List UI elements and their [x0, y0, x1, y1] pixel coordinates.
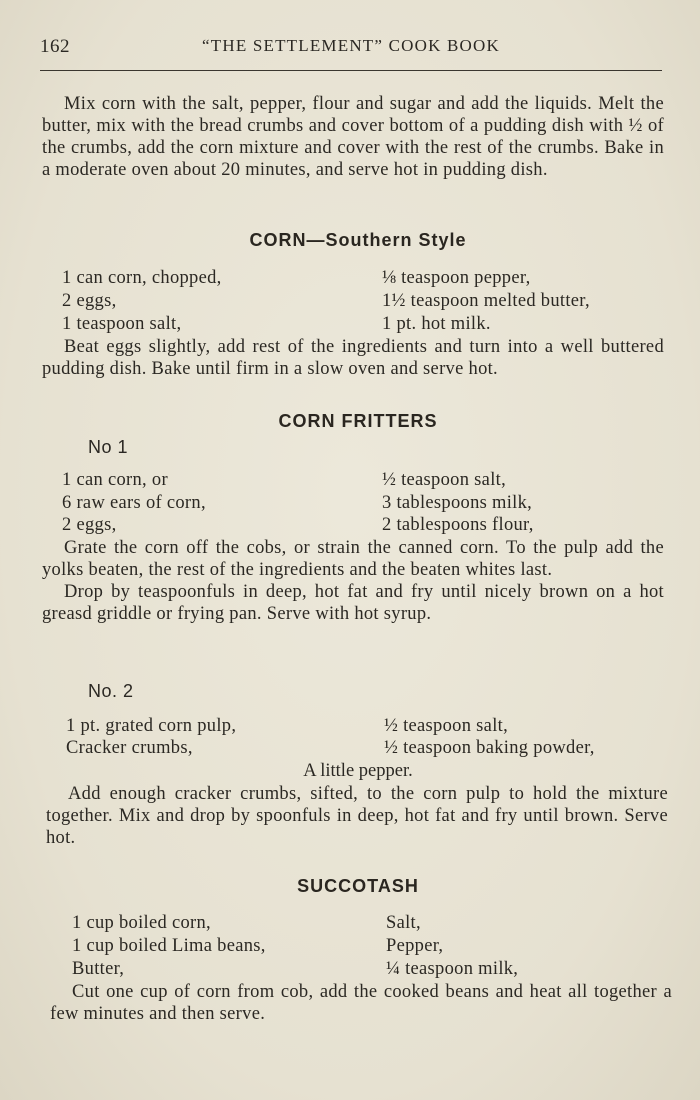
ingredient-left: 1 teaspoon salt,: [62, 314, 182, 334]
ingredient-row: [0, 936, 700, 958]
ingredient-row: [0, 515, 700, 537]
ingredient-right: ½ teaspoon salt,: [382, 470, 507, 490]
ingredient-row: [0, 268, 700, 290]
directions-block: [42, 537, 664, 625]
ingredient-row: [0, 470, 700, 492]
ingredient-row: [0, 291, 700, 313]
directions-block: [46, 783, 668, 849]
directions-fritters-1a: Grate the corn off the cobs, or strain the canned corn. To the pulp add the yolks beaten, the rest of the ingredients and the beaten whites last.: [42, 538, 664, 580]
ingredient-right: 3 tablespoons milk,: [382, 493, 533, 513]
ingredient-left: Cracker crumbs,: [66, 738, 193, 758]
ingredient-right: Salt,: [386, 913, 421, 933]
intro-paragraph-block: [42, 93, 664, 181]
extra-ingredient: A little pepper.: [303, 761, 413, 781]
recipe-title-corn-fritters: CORN FRITTERS: [278, 411, 438, 431]
ingredient-right: ½ teaspoon salt,: [384, 716, 509, 736]
page-number: 162: [40, 36, 70, 57]
variant-label-no2: No. 2: [88, 681, 134, 701]
variant-label-no1: No 1: [88, 437, 129, 457]
directions-corn-southern: Beat eggs slightly, add rest of the ingredients and turn into a well buttered pudding dish. Bake until firm in a slow oven and serve hot.: [42, 337, 664, 379]
recipe-title-corn-southern: CORN—Southern Style: [249, 230, 467, 250]
ingredient-left: 1 cup boiled corn,: [72, 913, 211, 933]
directions-succotash: Cut one cup of corn from cob, add the cooked beans and heat all together a few minutes and then serve.: [50, 982, 672, 1024]
ingredient-left: 2 eggs,: [62, 515, 117, 535]
ingredient-row: [0, 913, 700, 935]
recipe-title-succotash: SUCCOTASH: [297, 876, 419, 896]
directions-fritters-1b: Drop by teaspoonfuls in deep, hot fat and fry until nicely brown on a hot greasd griddle or frying pan. Serve with hot syrup.: [42, 582, 664, 624]
page-header: [40, 36, 662, 58]
directions-block: [50, 981, 672, 1025]
ingredient-left: 1 cup boiled Lima beans,: [72, 936, 266, 956]
ingredient-left: 1 can corn, chopped,: [62, 268, 222, 288]
ingredient-row: [0, 493, 700, 515]
ingredient-right: ⅛ teaspoon pepper,: [382, 268, 531, 288]
directions-fritters-2: Add enough cracker crumbs, sifted, to the corn pulp to hold the mixture together. Mix and drop by spoonfuls in deep, hot fat and fry until brown. Serve hot.: [46, 784, 668, 848]
directions-block: [42, 336, 664, 380]
ingredient-right: Pepper,: [386, 936, 444, 956]
ingredient-right: ¼ teaspoon milk,: [386, 959, 519, 979]
ingredient-left: 1 pt. grated corn pulp,: [66, 716, 237, 736]
ingredient-left: Butter,: [72, 959, 125, 979]
ingredient-row: [0, 738, 700, 760]
ingredient-right: 1 pt. hot milk.: [382, 314, 491, 334]
ingredient-right: 1½ teaspoon melted butter,: [382, 291, 590, 311]
ingredient-left: 6 raw ears of corn,: [62, 493, 206, 513]
ingredient-row: [0, 716, 700, 738]
ingredient-right: 2 tablespoons flour,: [382, 515, 534, 535]
ingredient-left: 1 can corn, or: [62, 470, 168, 490]
intro-paragraph: Mix corn with the salt, pepper, flour and sugar and add the liquids. Melt the butter, mix with the bread crumbs and cover bottom of a pudding dish with ½ of the crumbs, add the corn mixture and cover with the rest of the crumbs. Bake in a moderate oven about 20 minutes, and serve hot in pudding dish.: [42, 94, 664, 180]
header-rule: [40, 70, 662, 71]
ingredient-row: [0, 959, 700, 981]
ingredient-right: ½ teaspoon baking powder,: [384, 738, 595, 758]
running-title: “THE SETTLEMENT” COOK BOOK: [202, 36, 500, 55]
ingredient-left: 2 eggs,: [62, 291, 117, 311]
ingredient-row: [0, 314, 700, 336]
